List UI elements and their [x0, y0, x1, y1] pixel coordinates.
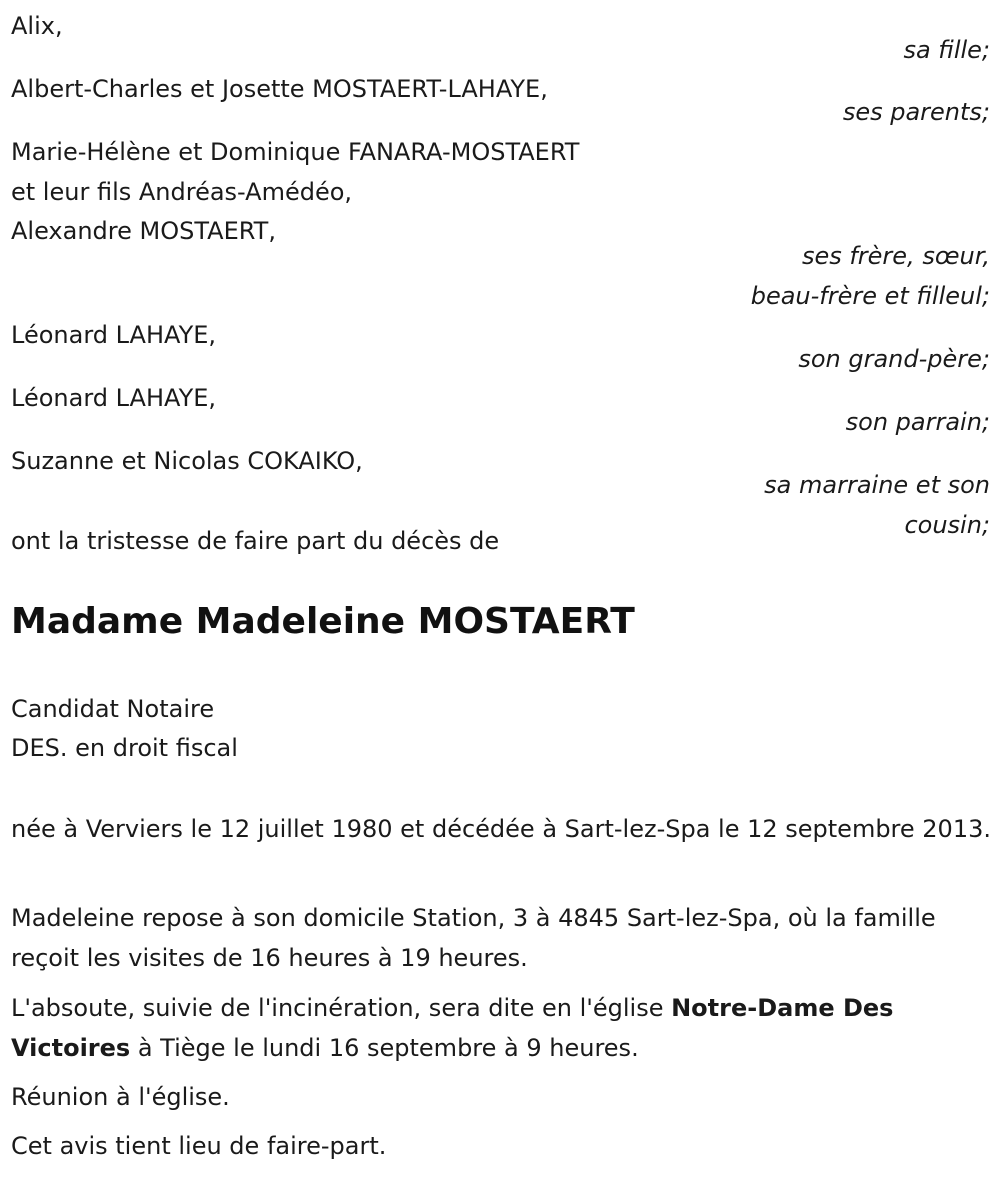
family-member-relation: cousin; [904, 511, 990, 539]
family-member-name: et leur fils Andréas-Amédéo, [11, 178, 353, 206]
deceased-name: Madame Madeleine MOSTAERT [11, 601, 635, 642]
family-member-name: Alix, [11, 12, 63, 40]
visits-paragraph: Madeleine repose à son domicile Station, 3 à 4845 Sart-lez-Spa, où la famille reçoit les visites de 16 heures à 19 heures. [11, 904, 936, 972]
family-member-relation: son grand-père; [798, 345, 990, 373]
family-member-relation: son parrain; [845, 408, 990, 436]
family-member-relation: ses frère, sœur, [801, 242, 990, 270]
birth-death-paragraph: née à Verviers le 12 juillet 1980 et décédée à Sart-lez-Spa le 12 septembre 2013. [11, 815, 991, 843]
family-member-relation: beau-frère et filleul; [750, 282, 990, 310]
ceremony-text: à Tiège le lundi 16 septembre à 9 heures. [130, 1034, 639, 1062]
ceremony-text: L'absoute, suivie de l'incinération, sera dite en l'église [11, 994, 672, 1022]
family-member-relation: sa marraine et son [764, 471, 990, 499]
family-member-relation: ses parents; [842, 98, 990, 126]
church-name: Notre-Dame Des Victoires [11, 994, 894, 1062]
family-member-relation: sa fille; [903, 36, 990, 64]
family-member-name: Léonard LAHAYE, [11, 321, 217, 349]
meeting-paragraph: Réunion à l'église. [11, 1083, 230, 1111]
family-member-name: Marie-Hélène et Dominique FANARA-MOSTAERT [11, 138, 580, 166]
family-member-name: Albert-Charles et Josette MOSTAERT-LAHAYE, [11, 75, 548, 103]
deceased-title: DES. en droit fiscal [11, 734, 238, 762]
ceremony-paragraph [11, 988, 996, 1068]
announcement-text: ont la tristesse de faire part du décès de [11, 527, 500, 555]
deceased-title: Candidat Notaire [11, 695, 215, 723]
family-member-name: Suzanne et Nicolas COKAIKO, [11, 447, 363, 475]
family-member-name: Alexandre MOSTAERT, [11, 217, 276, 245]
notice-paragraph: Cet avis tient lieu de faire-part. [11, 1132, 387, 1160]
family-member-name: Léonard LAHAYE, [11, 384, 217, 412]
